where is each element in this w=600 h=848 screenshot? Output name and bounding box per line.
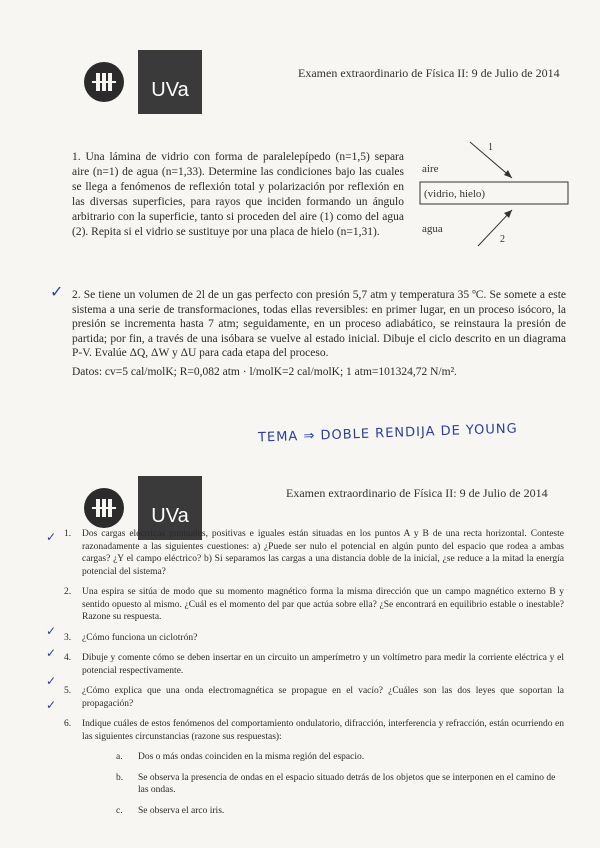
check-mark-icon: ✓ xyxy=(46,530,57,544)
exam-title-2: Examen extraordinario de Física II: 9 de Julio de 2014 xyxy=(286,486,548,500)
list-item: 1. Dos cargas eléctricas puntuales, positivas e iguales están situadas en los puntos A y B de una recta horizontal. Conteste razonadamente a las siguientes cuestiones: a) ¿Puede ser nulo el potencial en algún punto del espacio que rodea a ambas cargas? ¿Y el campo eléctrico? b) Si separamos las cargas a una distancia doble de la inicial, ¿se reduce a la mitad la energía potencial del sistema? xyxy=(64,529,564,577)
question-2-data: Datos: cv=5 cal/molK; R=0,082 atm · l/molK=2 cal/molK; 1 atm=101324,72 N/m². xyxy=(72,365,457,378)
check-mark-icon: ✓ xyxy=(46,624,57,638)
question-2-text: 2. Se tiene un volumen de 2l de un gas perfecto con presión 5,7 atm y temperatura 35 ºC. Se somete a este sistema a una serie de transformaciones, todas ellas reversibles: en primer lugar, en un proceso isócoro, la presión se incrementa hasta 7 atm; seguidamente, en un proceso adiabático, se reinstaura la presión de partida; por fin, a través de una isóbara se vuelve al estado inicial. Dibuje el ciclo descrito en un diagrama P-V. Evalúe ΔQ, ΔW y ΔU para cada etapa del proceso. xyxy=(72,289,566,359)
logo-text: UVa xyxy=(138,50,202,114)
ray-1-label: 1 xyxy=(488,142,493,153)
exam-sheet-1 xyxy=(0,0,600,410)
logo-mark-icon xyxy=(84,488,124,528)
list-item: c. Se observa el arco iris. xyxy=(116,805,225,816)
refraction-diagram xyxy=(412,134,572,254)
list-item: 3. ¿Cómo funciona un ciclotrón? xyxy=(64,632,198,643)
check-mark-icon: ✓ xyxy=(46,674,57,688)
university-logo xyxy=(84,50,202,114)
check-mark-icon: ✓ xyxy=(46,646,57,660)
label-air: aire xyxy=(422,163,439,175)
label-glass: (vidrio, hielo) xyxy=(424,188,486,200)
ray-2-label: 2 xyxy=(500,234,505,245)
question-1: 1. Una lámina de vidrio con forma de paralelepípedo (n=1,5) separa aire (n=1) de agua (n=1,33). Determine las condiciones bajo las cuales se llega a fenómenos de reflexión total y polarización por reflexión en las diversas superficies, para rayos que inciden formando un ángulo arbitrario con la superficie, tanto si proceden del aire (1) como del agua (2). Repita si el vidrio se sustituye por una placa de hielo (n=1,31). xyxy=(72,151,404,238)
label-water: agua xyxy=(422,223,443,235)
list-item: 5. ¿Cómo explica que una onda electromagnética se propague en el vacío? ¿Cuáles son las dos leyes que soportan la propagación? xyxy=(64,686,564,709)
logo-text-2: UVa xyxy=(138,476,202,540)
list-item: a. Dos o más ondas coinciden en la misma región del espacio. xyxy=(116,752,365,762)
question-2 xyxy=(72,288,566,379)
list-item: 6. Indique cuáles de estos fenómenos del comportamiento ondulatorio, difracción, interferencia y refracción, están ocurriendo en las siguientes circunstancias (razone sus respuestas): xyxy=(64,719,564,742)
ray-1-arrow-icon xyxy=(504,170,512,178)
handwritten-note: TEMA ⇒ DOBLE RENDIJA DE YOUNG xyxy=(257,421,518,446)
check-mark-icon: ✓ xyxy=(46,698,57,712)
sub-question-list xyxy=(64,751,564,817)
logo-mark-icon xyxy=(84,62,124,102)
list-item: b. Se observa la presencia de ondas en el espacio situado detrás de los objetos que se interponen en el camino de las ondas. xyxy=(116,772,556,795)
question-list xyxy=(64,528,564,825)
exam-title: Examen extraordinario de Física II: 9 de Julio de 2014 xyxy=(298,66,560,80)
check-mark-icon: ✓ xyxy=(50,282,64,301)
list-item: 4. Dibuje y comente cómo se deben insertar en un circuito un amperímetro y un voltímetro para medir la corriente eléctrica y el potencial respectivamente. xyxy=(64,653,564,676)
list-item: 2. Una espira se sitúa de modo que su momento magnético forma la misma dirección que un campo magnético externo B y sentido opuesto al mismo. ¿Cuál es el momento del par que actúa sobre ella? ¿Se encontrará en equilibrio estable o inestable? Razone su respuesta. xyxy=(64,587,564,622)
